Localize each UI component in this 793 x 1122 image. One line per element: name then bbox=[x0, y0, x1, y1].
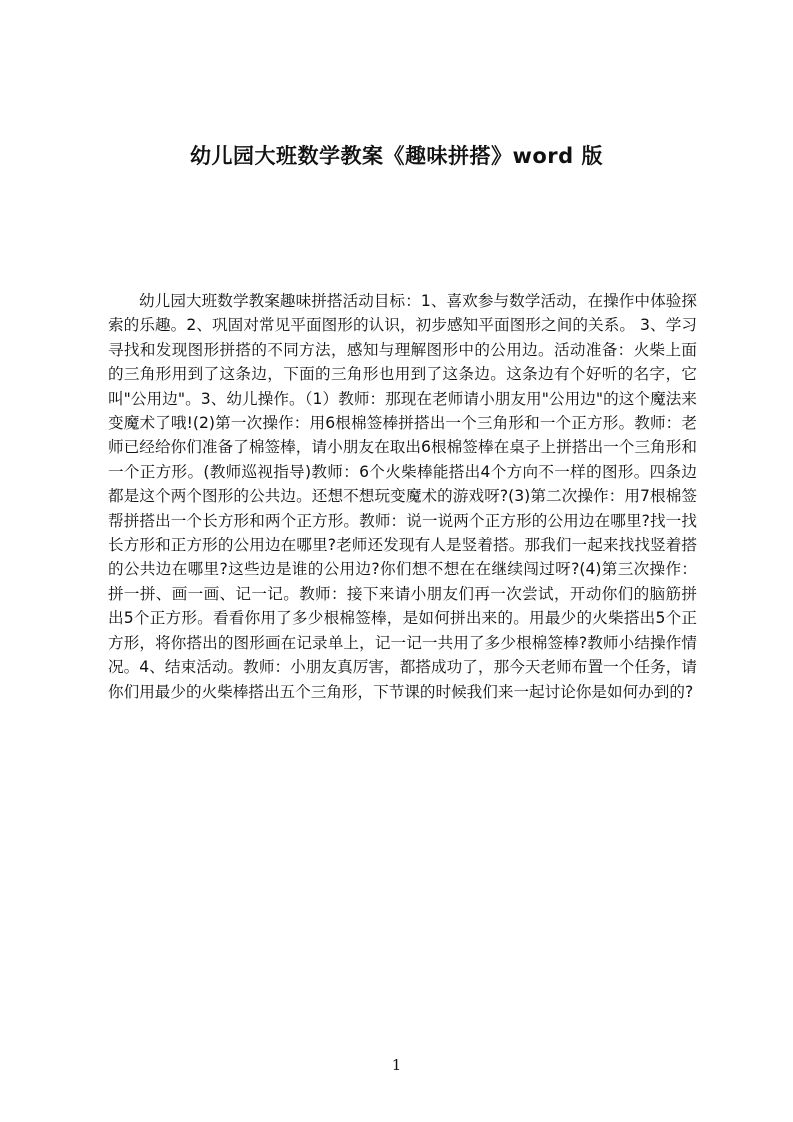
page-number: 1 bbox=[391, 1056, 402, 1074]
document-body-paragraph: 幼儿园大班数学教案趣味拼搭活动目标：1、喜欢参与数学活动，在操作中体验探索的乐趣。2、巩固对常见平面图形的认识，初步感知平面图形之间的关系。 3、学习寻找和发现图形拼搭的不同方法，感知与理解图形中的公用边。活动准备：火柴上面的三角形用到了这条边，下面的三角形也用到了这条边。这条边有个好听的名字，它叫"公用边"。3、幼儿操作。（1）教师：那现在老师请小朋友用"公用边"的这个魔法来变魔术了哦!(2)第一次操作：用6根棉签棒拼搭出一个三角形和一个正方形。教师：老师已经给你们准备了棉签棒，请小朋友在取出6根棉签棒在桌子上拼搭出一个三角形和一个正方形。(教师巡视指导)教师：6个火柴棒能搭出4个方向不一样的图形。四条边都是这个两个图形的公共边。还想不想玩变魔术的游戏呀?(3)第二次操作：用7根棉签帮拼搭出一个长方形和两个正方形。教师：说一说两个正方形的公用边在哪里?找一找长方形和正方形的公用边在哪里?老师还发现有人是竖着搭。那我们一起来找找竖着搭的公共边在哪里?这些边是谁的公用边?你们想不想在在继续闯过呀?(4)第三次操作：拼一拼、画一画、记一记。教师：接下来请小朋友们再一次尝试，开动你们的脑筋拼出5个正方形。看看你用了多少根棉签棒，是如何拼出来的。用最少的火柴搭出5个正方形，将你搭出的图形画在记录单上，记一记一共用了多少根棉签棒?教师小结操作情况。4、结束活动。教师：小朋友真厉害，都搭成功了，那今天老师布置一个任务，请你们用最少的火柴棒搭出五个三角形，下节课的时候我们来一起讨论你是如何办到的? bbox=[108, 292, 697, 701]
document-title: 幼儿园大班数学教案《趣味拼搭》word 版 bbox=[189, 144, 604, 168]
